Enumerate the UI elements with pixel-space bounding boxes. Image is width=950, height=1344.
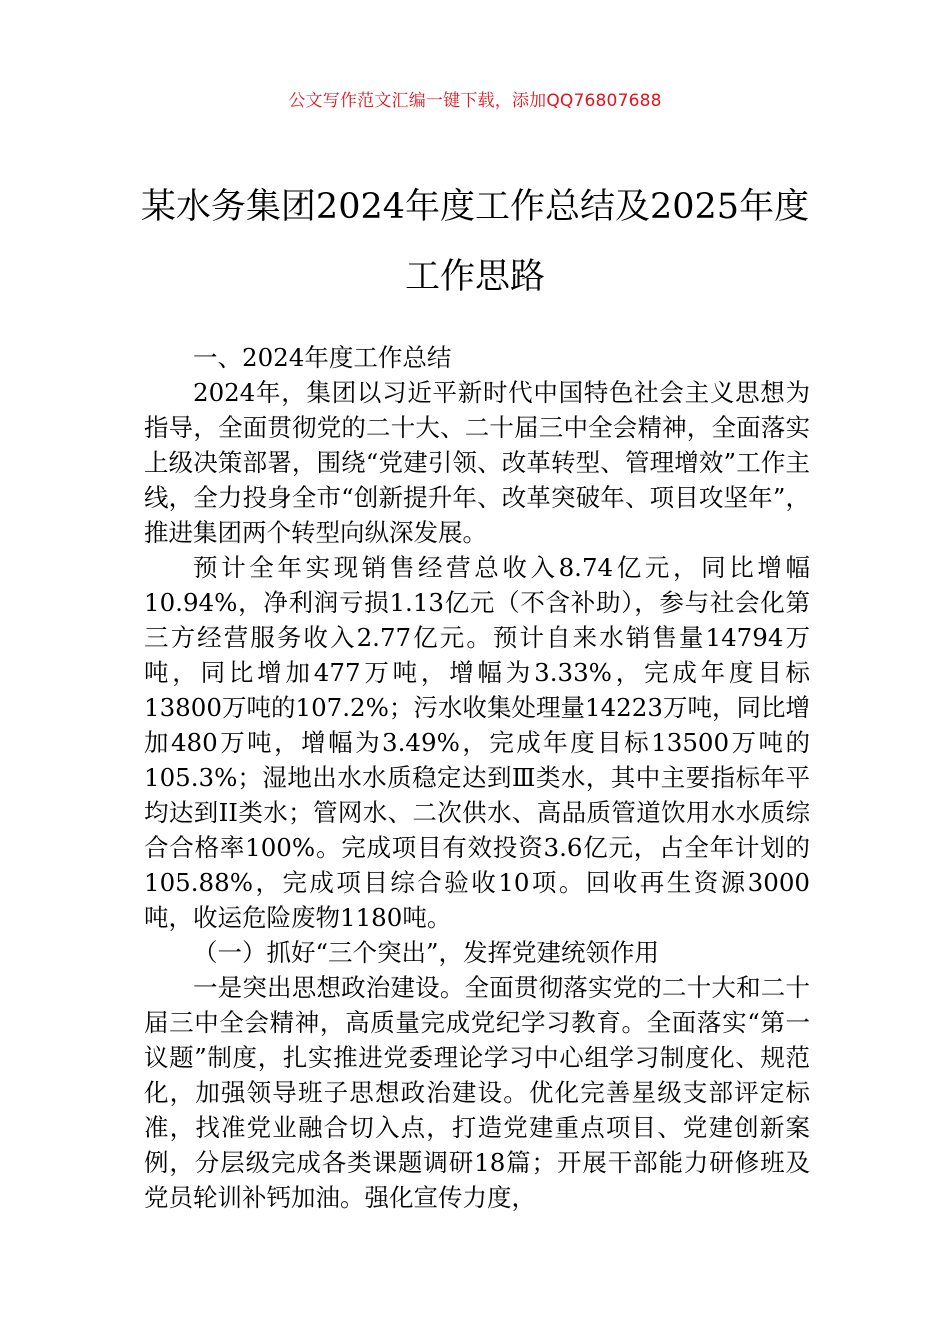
section-heading-1: 一、2024年度工作总结: [193, 343, 452, 372]
paragraph-overview: 2024年，集团以习近平新时代中国特色社会主义思想为指导，全面贯彻党的二十大、二十届三中全会精神，全面落实上级决策部署，围绕“党建引领、改革转型、管理增效”工作主线，全力投身全市“创新提升年、改革突破年、项目攻坚年”，推进集团两个转型向纵深发展。: [144, 378, 810, 547]
paragraph-political-building: 一是突出思想政治建设。全面贯彻落实党的二十大和二十届三中全会精神，高质量完成党纪学习教育。全面落实“第一议题”制度，扎实推进党委理论学习中心组学习制度化、规范化，加强领导班子思想政治建设。优化完善星级支部评定标准，找准党业融合切入点，打造党建重点项目、党建创新案例，分层级完成各类课题调研18篇；开展干部能力研修班及党员轮训补钙加油。强化宣传力度，: [144, 973, 810, 1212]
document-title: 某水务集团2024年度工作总结及2025年度工作思路: [140, 187, 810, 297]
section-heading-2: （一）抓好“三个突出”，发挥党建统领作用: [193, 938, 660, 967]
download-banner: 公文写作范文汇编一键下载，添加QQ76807688: [288, 91, 662, 111]
paragraph-statistics: 预计全年实现销售经营总收入8.74亿元，同比增幅10.94%，净利润亏损1.13亿元（不含补助），参与社会化第三方经营服务收入2.77亿元。预计自来水销售量14794万吨，同比增加477万吨，增幅为3.33%，完成年度目标13800万吨的107.2%；污水收集处理量14223万吨，同比增加480万吨，增幅为3.49%，完成年度目标13500万吨的105.3%；湿地出水水质稳定达到Ⅲ类水，其中主要指标年平均达到II类水；管网水、二次供水、高品质管道饮用水水质综合合格率100%。完成项目有效投资3.6亿元，占全年计划的105.88%，完成项目综合验收10项。回收再生资源3000吨，收运危险废物1180吨。: [144, 553, 810, 932]
document-body: [144, 340, 810, 1215]
